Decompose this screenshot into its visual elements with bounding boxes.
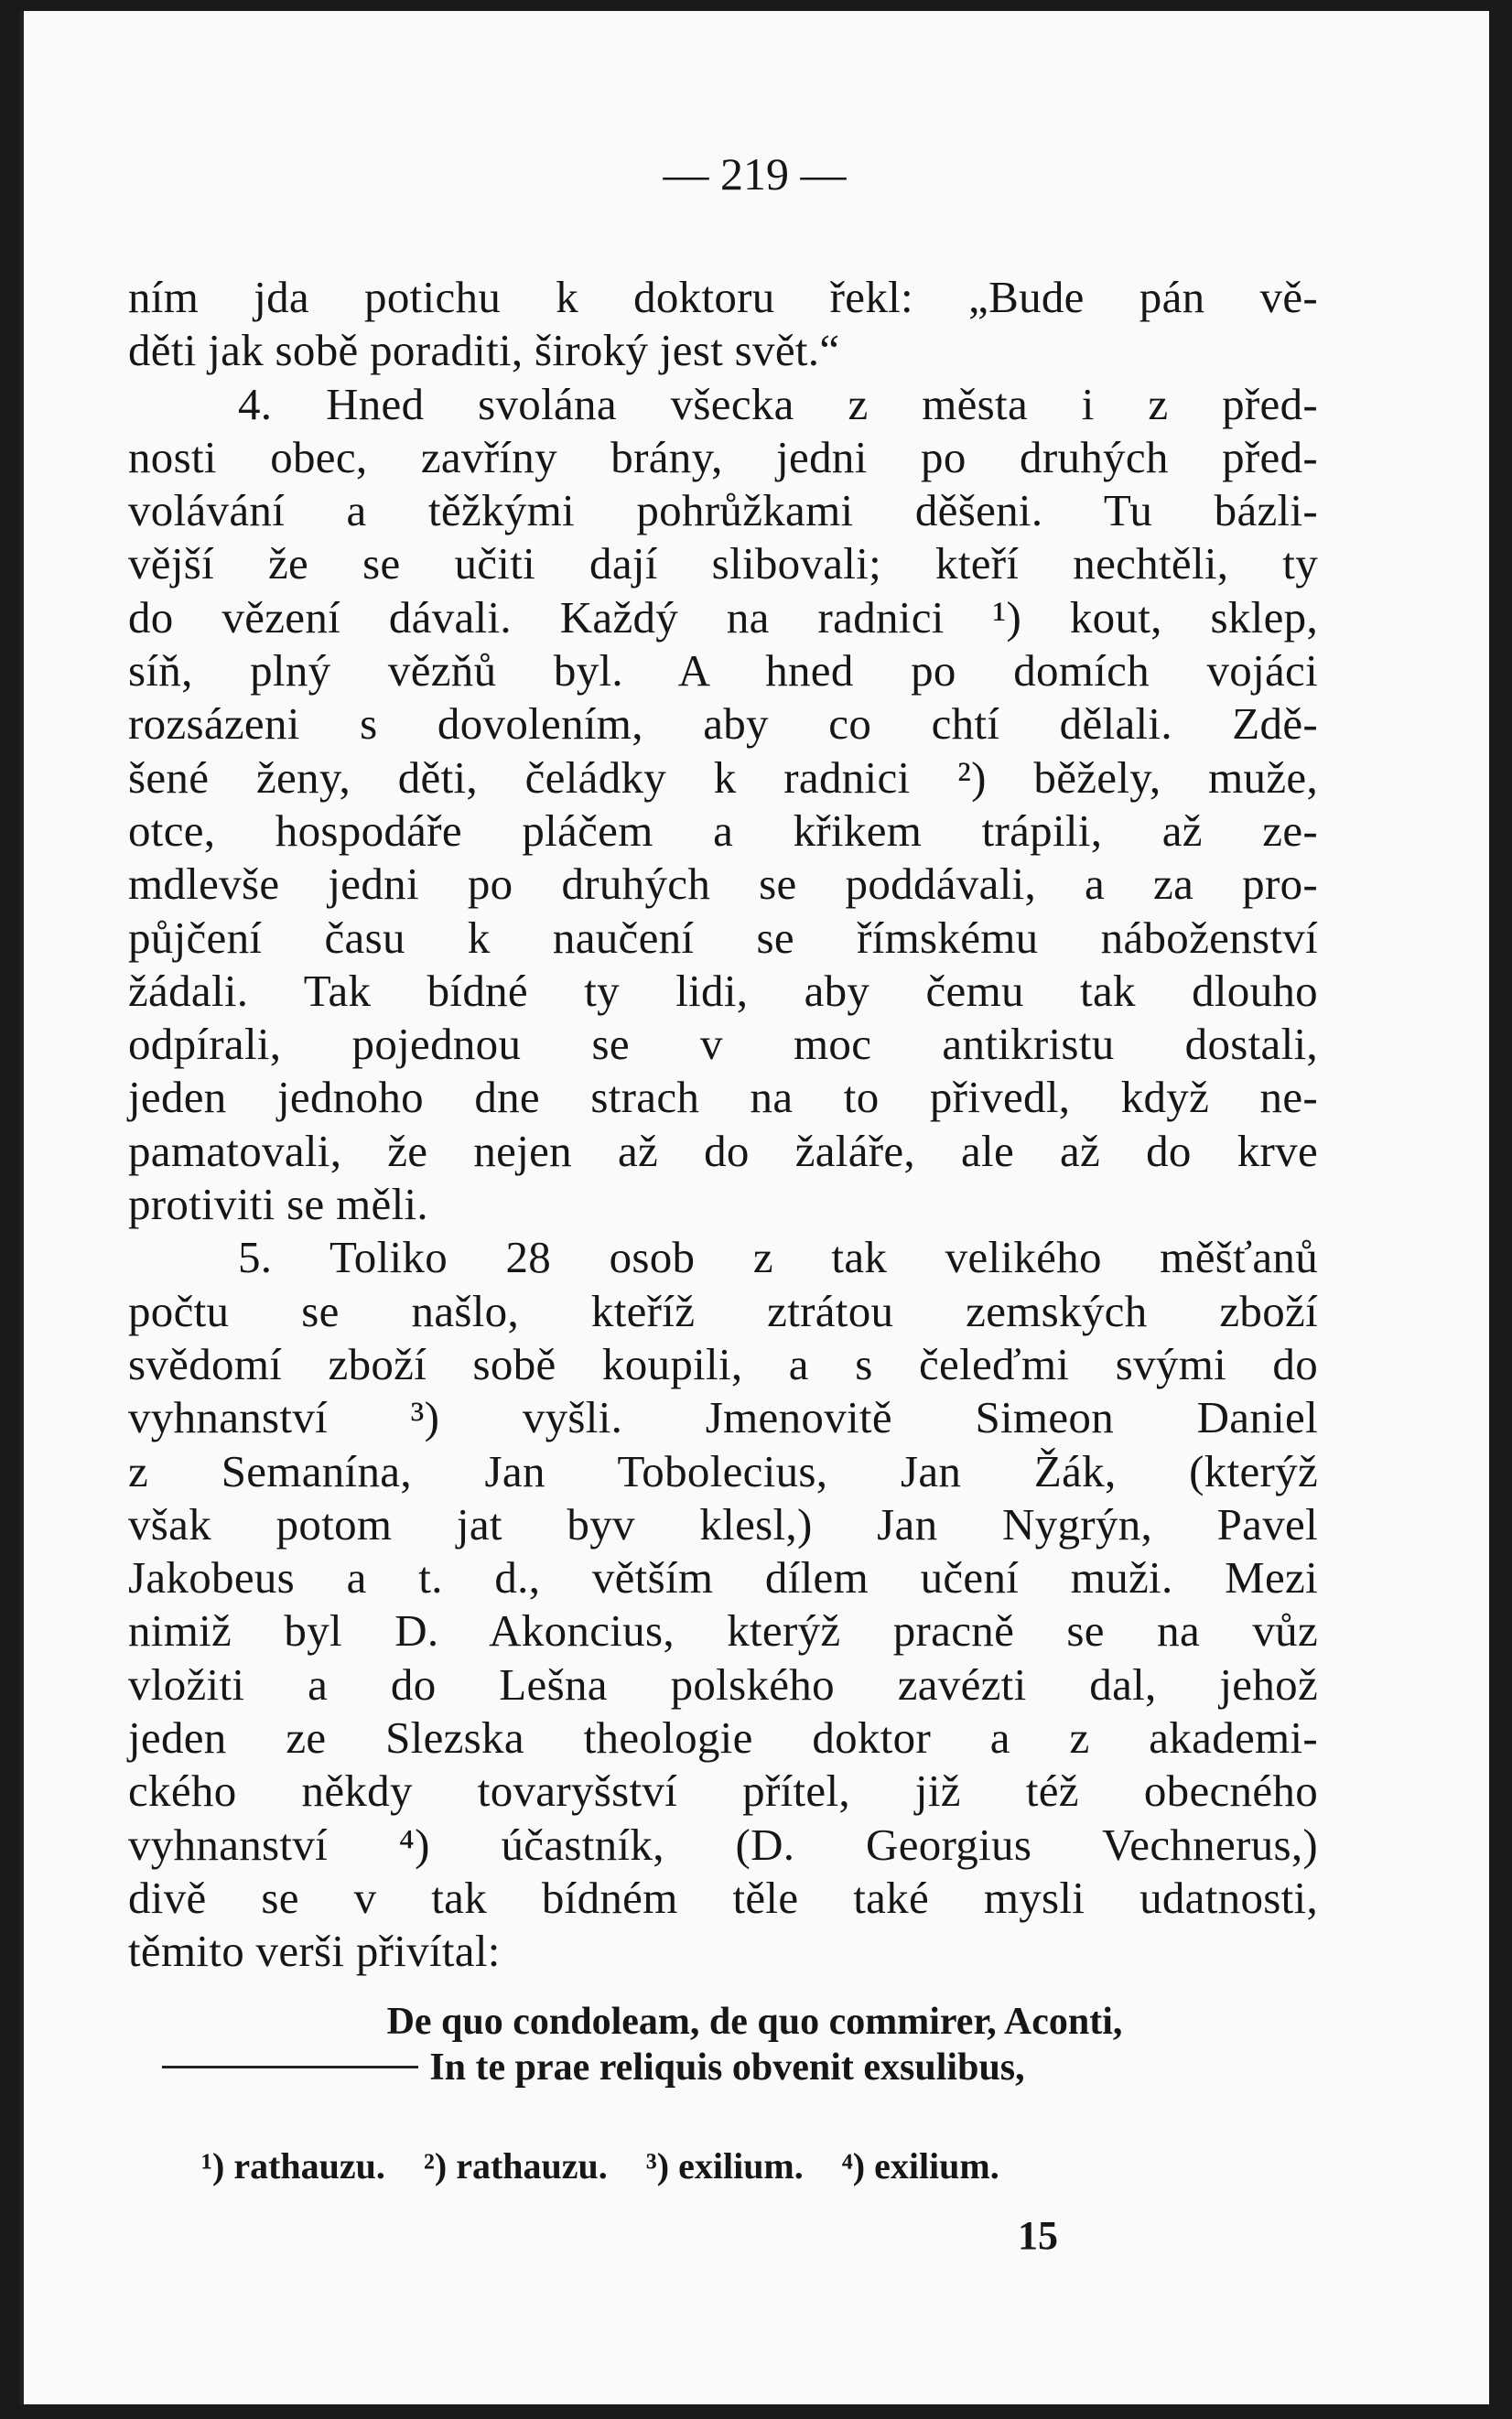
- footnote: ⁴) exilium.: [841, 2145, 999, 2187]
- footnote: ²) rathauzu.: [423, 2145, 608, 2187]
- text-line: žádali. Tak bídné ty lidi, aby čemu tak dlouho: [128, 965, 1318, 1016]
- text-line: divě se v tak bídném těle také mysli udatnosti,: [128, 1872, 1318, 1923]
- text-line: protiviti se měli.: [128, 1179, 428, 1230]
- text-line: 4. Hned svolána všecka z města i z před-: [238, 378, 1318, 429]
- text-line: odpírali, pojednou se v moc antikristu dostali,: [128, 1019, 1318, 1070]
- text-line: jeden ze Slezska theologie doktor a z akademi-: [128, 1712, 1318, 1764]
- text-line: ním jda potichu k doktoru řekl: „Bude pán vě-: [128, 272, 1318, 322]
- footnote: ³) exilium.: [645, 2145, 804, 2187]
- signature-mark: 15: [1018, 2213, 1058, 2258]
- text-line: rozsázeni s dovolením, aby co chtí dělali. Zdě-: [128, 698, 1318, 750]
- text-line: vější že se učiti dají slibovali; kteří nechtěli, ty: [128, 538, 1318, 589]
- text-line: šené ženy, děti, čeládky k radnici ²) běžely, muže,: [128, 751, 1318, 803]
- footnotes: [201, 2144, 1029, 2189]
- text-line: však potom jat byv klesl,) Jan Nygrýn, Pavel: [128, 1498, 1318, 1550]
- text-line: 5. Toliko 28 osob z tak velikého měšťanů: [238, 1232, 1318, 1283]
- text-line: vložiti a do Lešna polského zavézti dal, jehož: [128, 1658, 1318, 1710]
- text-line: těmito verši přivítal:: [128, 1926, 501, 1977]
- text-line: nimiž byl D. Akoncius, kterýž pracně se na vůz: [128, 1605, 1318, 1657]
- text-line: nosti obec, zavříny brány, jedni po druhých před-: [128, 431, 1318, 482]
- text-line: půjčení času k naučení se římskému náboženství: [128, 912, 1318, 963]
- text-line: počtu se našlo, kteříž ztrátou zemských zboží: [128, 1285, 1318, 1336]
- footnote: ¹) rathauzu.: [201, 2145, 385, 2187]
- text-line: vyhnanství ³) vyšli. Jmenovitě Simeon Daniel: [128, 1392, 1318, 1443]
- text-line: děti jak sobě poraditi, široký jest svět.“: [128, 325, 840, 376]
- text-line: ckého někdy tovaryšství přítel, již též obecného: [128, 1766, 1318, 1817]
- text-line: pamatovali, že nejen až do žaláře, ale až do krve: [128, 1125, 1318, 1176]
- text-line: svědomí zboží sobě koupili, a s čeleďmi svými do: [128, 1338, 1318, 1389]
- body-text: [128, 271, 1318, 1979]
- text-line: volávání a těžkými pohrůžkami děšeni. Tu bázli-: [128, 485, 1318, 536]
- footnote-rule: [162, 2066, 418, 2068]
- text-line: do vězení dávali. Každý na radnici ¹) kout, sklep,: [128, 591, 1318, 643]
- text-line: z Semanína, Jan Tobolecius, Jan Žák, (kterýž: [128, 1445, 1318, 1496]
- text-line: Jakobeus a t. d., větším dílem učení muži. Mezi: [128, 1552, 1318, 1604]
- verse-line: In te prae reliquis obvenit exsulibus,: [429, 2046, 1025, 2089]
- page-number: — 219 —: [663, 148, 847, 200]
- book-page: [20, 11, 1489, 2404]
- latin-verse: [20, 1999, 1489, 2090]
- text-line: jeden jednoho dne strach na to přivedl, když ne-: [128, 1072, 1318, 1123]
- text-line: mdlevše jedni po druhých se poddávali, a za pro-: [128, 859, 1318, 910]
- verse-line: De quo condoleam, de quo commirer, Aconti,: [386, 2001, 1123, 2043]
- text-line: síň, plný vězňů byl. A hned po domích vojáci: [128, 645, 1318, 697]
- text-line: otce, hospodáře pláčem a křikem trápili, až ze-: [128, 805, 1318, 856]
- text-line: vyhnanství ⁴) účastník, (D. Georgius Vechnerus,): [128, 1819, 1318, 1870]
